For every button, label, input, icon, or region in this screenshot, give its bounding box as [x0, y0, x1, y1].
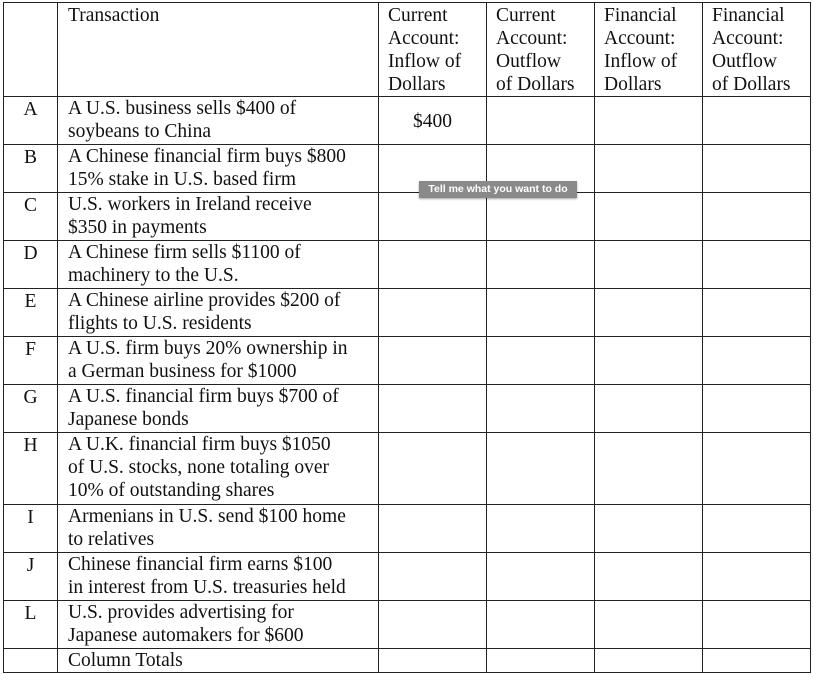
- financial-outflow-cell[interactable]: [703, 553, 811, 601]
- header-transaction: [58, 3, 379, 97]
- row-letter: L: [4, 601, 58, 649]
- current-outflow-cell[interactable]: [487, 433, 595, 505]
- transaction-text: A U.K. financial firm buys $1050 of U.S. stocks, none totaling over 10% of outstanding shares: [58, 433, 379, 505]
- transaction-text: A Chinese financial firm buys $800 15% stake in U.S. based firm: [58, 145, 379, 193]
- financial-outflow-cell[interactable]: [703, 241, 811, 289]
- header-row: [4, 3, 811, 97]
- transaction-text: A U.S. business sells $400 of soybeans to China: [58, 97, 379, 145]
- header-current-inflow: [379, 3, 487, 97]
- row-letter: J: [4, 553, 58, 601]
- total-current-outflow-cell[interactable]: [487, 649, 595, 673]
- header-financial-inflow-line: Financial: [604, 5, 677, 26]
- financial-outflow-cell[interactable]: [703, 289, 811, 337]
- table-row: [4, 289, 811, 337]
- header-financial-inflow-line: Inflow of: [604, 51, 678, 72]
- table-row: [4, 241, 811, 289]
- table-row: [4, 145, 811, 193]
- header-current-outflow-line: Current: [496, 5, 556, 26]
- row-letter: E: [4, 289, 58, 337]
- financial-inflow-cell[interactable]: [595, 505, 703, 553]
- financial-inflow-cell[interactable]: [595, 97, 703, 145]
- table-row: [4, 433, 811, 505]
- header-current-inflow-line: Dollars: [388, 74, 446, 95]
- total-current-inflow-cell[interactable]: [379, 649, 487, 673]
- table-row: [4, 553, 811, 601]
- header-financial-outflow: [703, 3, 811, 97]
- header-financial-outflow-line: Account:: [712, 28, 784, 49]
- financial-outflow-cell[interactable]: [703, 505, 811, 553]
- row-letter: I: [4, 505, 58, 553]
- row-letter: F: [4, 337, 58, 385]
- transaction-text: A U.S. financial firm buys $700 of Japanese bonds: [58, 385, 379, 433]
- transaction-text: Armenians in U.S. send $100 home to relatives: [58, 505, 379, 553]
- current-inflow-cell[interactable]: [379, 193, 487, 241]
- table-row: [4, 505, 811, 553]
- current-inflow-cell[interactable]: [379, 241, 487, 289]
- header-financial-outflow-line: Financial: [712, 5, 785, 26]
- totals-label: Column Totals: [58, 649, 379, 673]
- row-letter: B: [4, 145, 58, 193]
- total-financial-outflow-cell[interactable]: [703, 649, 811, 673]
- current-outflow-cell[interactable]: [487, 601, 595, 649]
- total-financial-inflow-cell[interactable]: [595, 649, 703, 673]
- current-outflow-cell[interactable]: [487, 553, 595, 601]
- current-outflow-cell[interactable]: [487, 97, 595, 145]
- financial-inflow-cell[interactable]: [595, 241, 703, 289]
- header-transaction-label: Transaction: [68, 5, 160, 26]
- transaction-text: U.S. provides advertising for Japanese automakers for $600: [58, 601, 379, 649]
- financial-outflow-cell[interactable]: [703, 433, 811, 505]
- table-row: [4, 385, 811, 433]
- transaction-text: A Chinese airline provides $200 of flights to U.S. residents: [58, 289, 379, 337]
- tell-me-tooltip[interactable]: Tell me what you want to do: [419, 181, 577, 198]
- header-financial-inflow-line: Account:: [604, 28, 676, 49]
- financial-inflow-cell[interactable]: [595, 337, 703, 385]
- current-outflow-cell[interactable]: [487, 337, 595, 385]
- current-inflow-cell[interactable]: [379, 553, 487, 601]
- header-letter-cell: [4, 3, 58, 97]
- totals-row: [4, 649, 811, 673]
- row-letter: C: [4, 193, 58, 241]
- financial-outflow-cell[interactable]: [703, 97, 811, 145]
- financial-outflow-cell[interactable]: [703, 145, 811, 193]
- transaction-text: U.S. workers in Ireland receive $350 in payments: [58, 193, 379, 241]
- row-letter: D: [4, 241, 58, 289]
- transaction-text: Chinese financial firm earns $100 in interest from U.S. treasuries held: [58, 553, 379, 601]
- transactions-table: [3, 2, 811, 673]
- table-row: [4, 337, 811, 385]
- current-outflow-cell[interactable]: [487, 385, 595, 433]
- current-inflow-cell[interactable]: [379, 385, 487, 433]
- current-outflow-cell[interactable]: [487, 193, 595, 241]
- current-inflow-cell[interactable]: [379, 601, 487, 649]
- header-current-outflow-line: of Dollars: [496, 74, 575, 95]
- current-inflow-cell[interactable]: [379, 505, 487, 553]
- current-outflow-cell[interactable]: [487, 241, 595, 289]
- financial-inflow-cell[interactable]: [595, 553, 703, 601]
- current-inflow-cell[interactable]: [379, 433, 487, 505]
- header-financial-outflow-line: Outflow: [712, 51, 777, 72]
- header-current-inflow-line: Inflow of: [388, 51, 462, 72]
- totals-letter-cell: [4, 649, 58, 673]
- financial-outflow-cell[interactable]: [703, 337, 811, 385]
- header-current-outflow: [487, 3, 595, 97]
- financial-outflow-cell[interactable]: [703, 193, 811, 241]
- current-outflow-cell[interactable]: [487, 505, 595, 553]
- header-current-outflow-line: Account:: [496, 28, 568, 49]
- header-financial-outflow-line: of Dollars: [712, 74, 791, 95]
- transaction-text: A U.S. firm buys 20% ownership in a German business for $1000: [58, 337, 379, 385]
- header-current-outflow-line: Outflow: [496, 51, 561, 72]
- current-outflow-cell[interactable]: [487, 289, 595, 337]
- financial-inflow-cell[interactable]: [595, 145, 703, 193]
- financial-inflow-cell[interactable]: [595, 385, 703, 433]
- header-financial-inflow-line: Dollars: [604, 74, 662, 95]
- header-financial-inflow: [595, 3, 703, 97]
- current-inflow-value[interactable]: $400: [379, 97, 487, 145]
- financial-inflow-cell[interactable]: [595, 289, 703, 337]
- financial-inflow-cell[interactable]: [595, 601, 703, 649]
- transaction-text: A Chinese firm sells $1100 of machinery to the U.S.: [58, 241, 379, 289]
- table-row: [4, 193, 811, 241]
- current-inflow-cell[interactable]: [379, 337, 487, 385]
- header-current-inflow-line: Account:: [388, 28, 460, 49]
- table-row: [4, 97, 811, 145]
- row-letter: H: [4, 433, 58, 505]
- row-letter: A: [4, 97, 58, 145]
- row-letter: G: [4, 385, 58, 433]
- financial-inflow-cell[interactable]: [595, 193, 703, 241]
- table-row: [4, 601, 811, 649]
- financial-outflow-cell[interactable]: [703, 601, 811, 649]
- header-current-inflow-line: Current: [388, 5, 448, 26]
- current-inflow-cell[interactable]: [379, 289, 487, 337]
- financial-inflow-cell[interactable]: [595, 433, 703, 505]
- financial-outflow-cell[interactable]: [703, 385, 811, 433]
